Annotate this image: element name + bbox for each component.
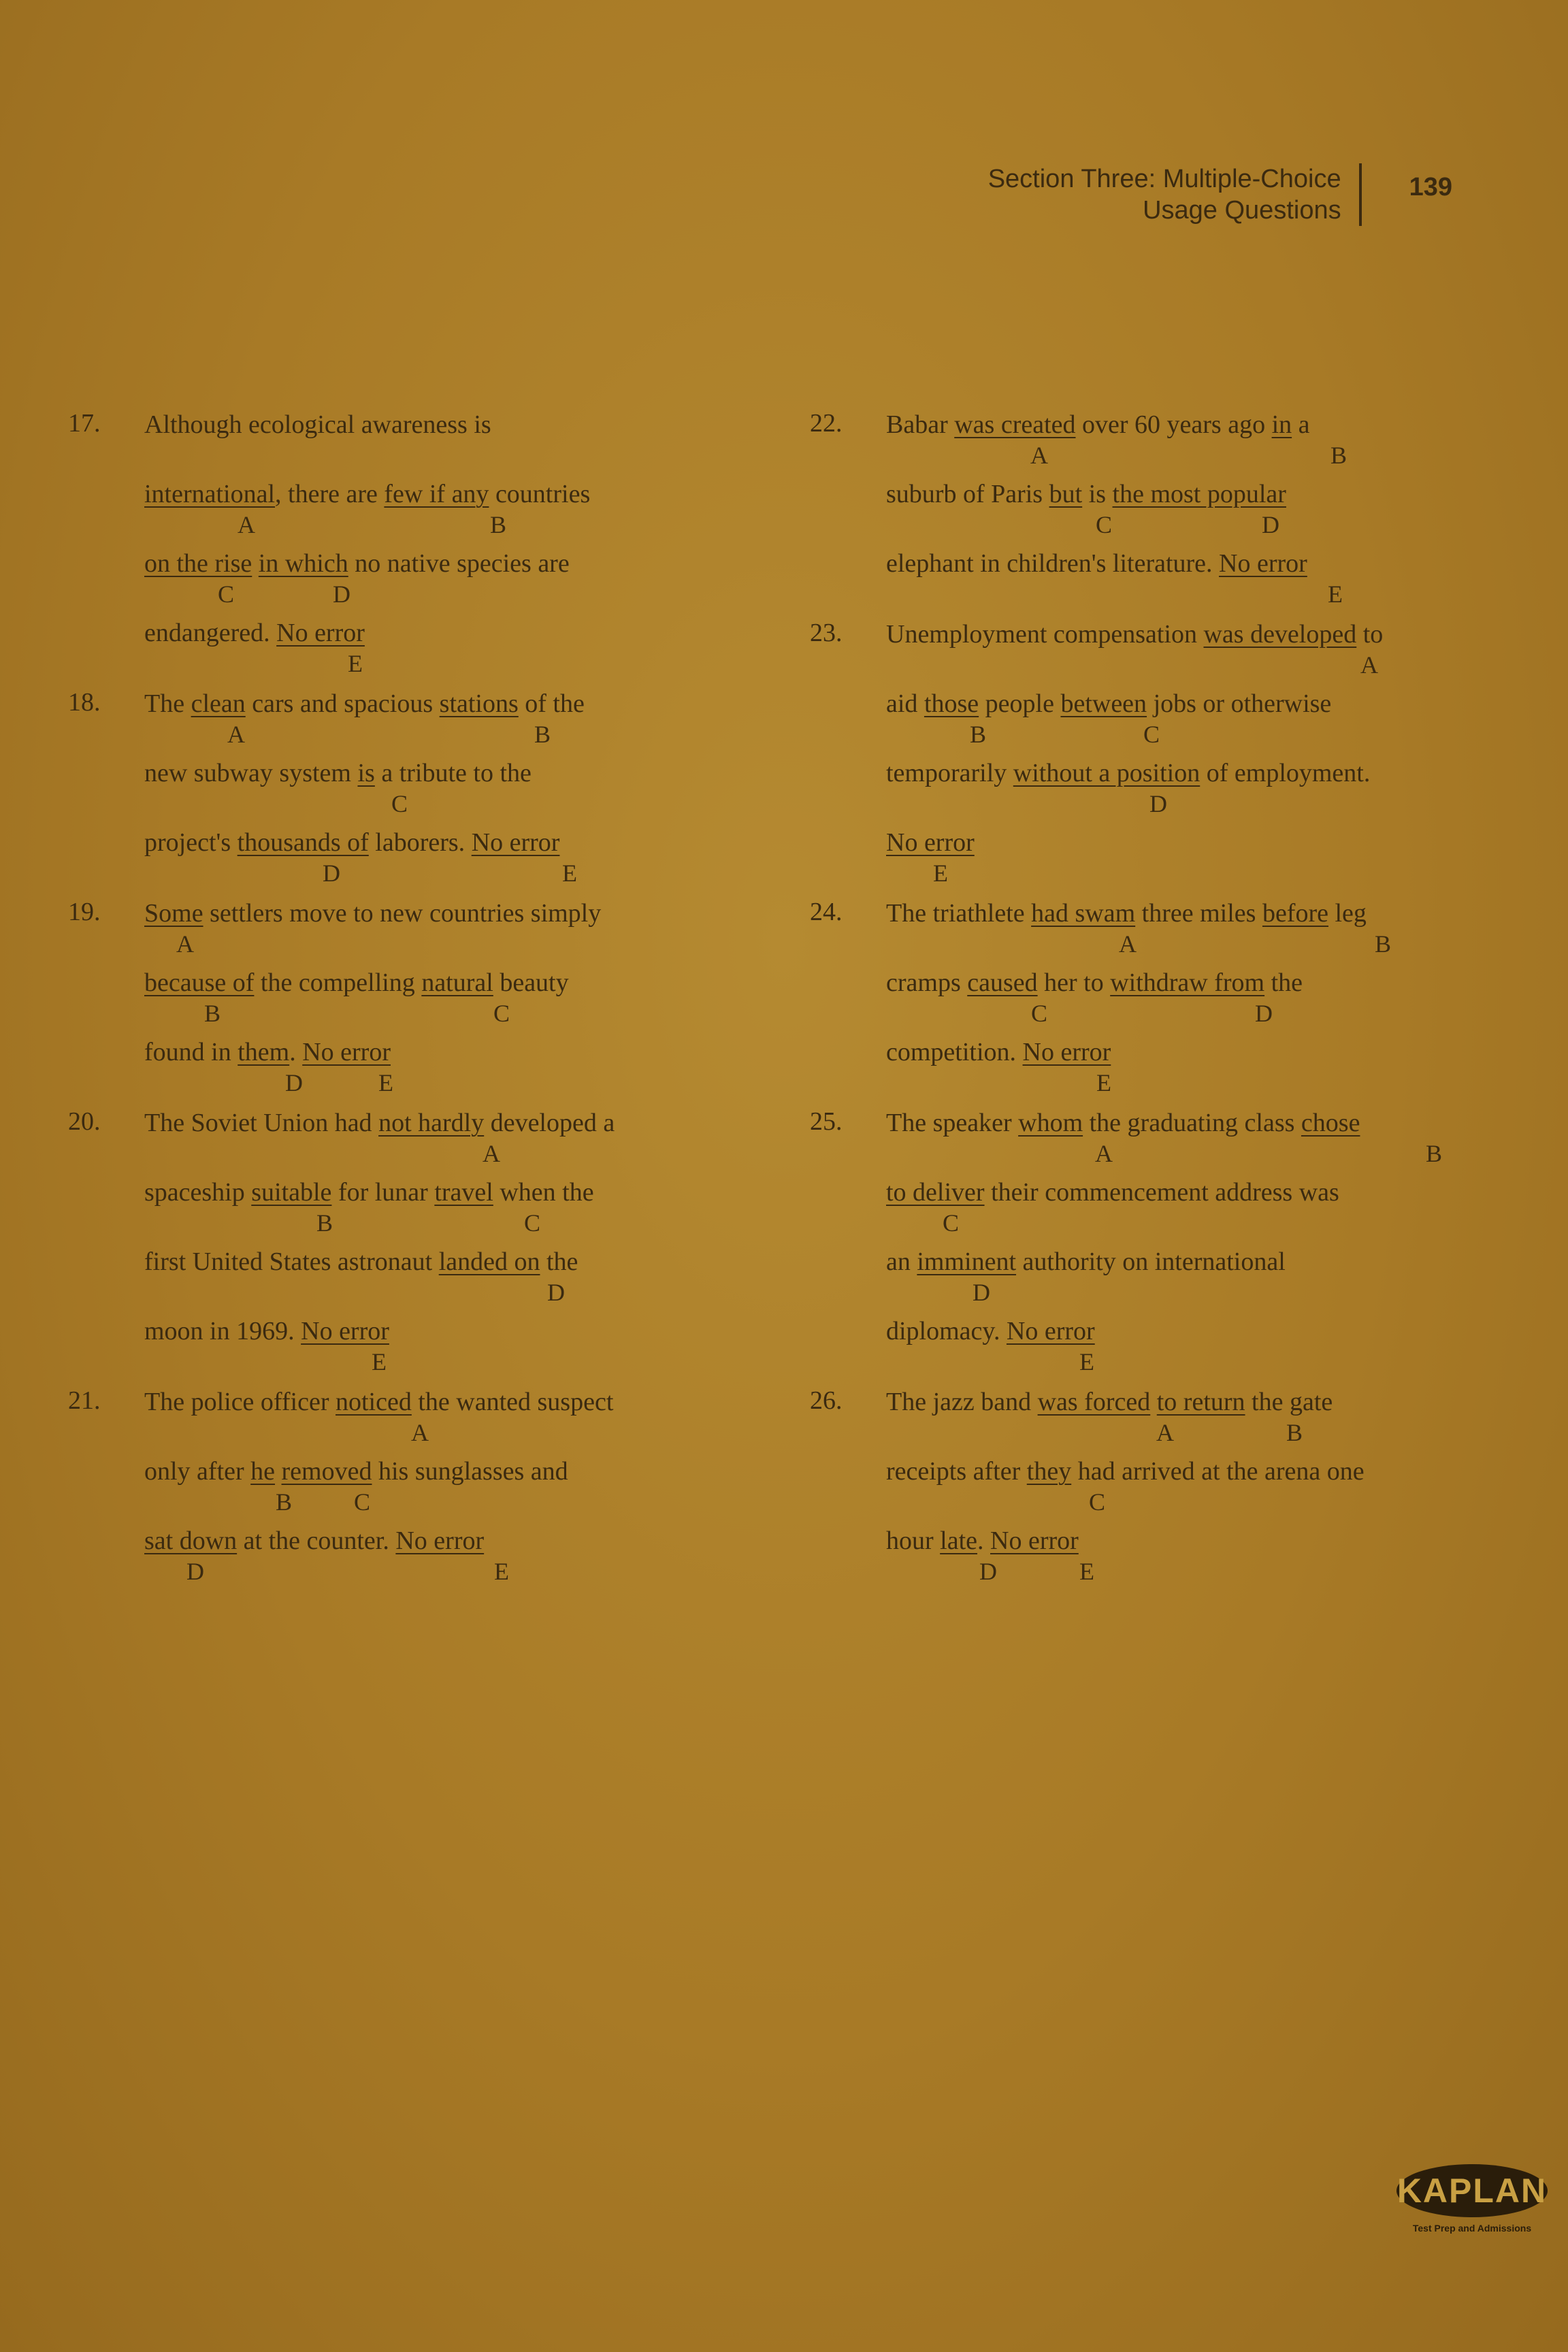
text-segment: moon in 1969. xyxy=(144,1317,301,1345)
sentence-text xyxy=(886,1455,1497,1488)
question-line xyxy=(144,1386,755,1455)
choice-letter: E xyxy=(1328,581,1343,608)
underlined-choice: to deliver xyxy=(886,1178,985,1207)
question-item xyxy=(810,408,1497,608)
choice-letter: A xyxy=(1360,651,1378,679)
choice-letter: E xyxy=(1096,1069,1111,1096)
question-item xyxy=(810,618,1497,887)
underlined-choice: whom xyxy=(1018,1109,1083,1137)
text-segment: . xyxy=(289,1038,303,1066)
text-segment: beauty xyxy=(493,968,569,997)
sentence-text xyxy=(144,617,755,649)
choice-letter: D xyxy=(285,1069,303,1096)
choice-letter: E xyxy=(562,860,577,887)
underlined-choice: but xyxy=(1049,480,1083,508)
question-line xyxy=(886,1386,1497,1455)
underlined-choice: Some xyxy=(144,899,203,928)
text-segment: diplomacy. xyxy=(886,1317,1007,1345)
sentence-text xyxy=(144,687,755,720)
underlined-choice: No error xyxy=(1219,549,1307,578)
question-item xyxy=(68,408,755,677)
text-segment: The speaker xyxy=(886,1109,1019,1137)
sentence-text xyxy=(886,687,1497,720)
question-line xyxy=(144,1455,755,1524)
choice-letter: D xyxy=(323,860,340,887)
underlined-choice: imminent xyxy=(917,1247,1017,1276)
choice-letter: C xyxy=(942,1209,959,1237)
text-segment: spaceship xyxy=(144,1178,252,1207)
sentence-text xyxy=(886,826,1497,859)
sentence-text xyxy=(144,1524,755,1557)
text-segment: suburb of Paris xyxy=(886,480,1049,508)
underlined-choice: stations xyxy=(439,689,519,718)
text-segment: her to xyxy=(1037,968,1111,997)
underlined-choice: No error xyxy=(276,619,365,647)
question-line xyxy=(886,478,1497,547)
underlined-choice: travel xyxy=(434,1178,493,1207)
question-line xyxy=(886,966,1497,1036)
section-title xyxy=(988,163,1362,226)
underlined-choice: the most popular xyxy=(1112,480,1286,508)
sentence-text xyxy=(144,1107,755,1139)
sentence-text xyxy=(886,547,1497,580)
text-segment: receipts after xyxy=(886,1457,1027,1486)
question-line xyxy=(886,1315,1497,1375)
underlined-choice: had swam xyxy=(1031,899,1136,928)
question-number: 21. xyxy=(68,1386,101,1415)
sentence-text xyxy=(144,1176,755,1209)
text-segment: The xyxy=(144,689,191,718)
underlined-choice: No error xyxy=(471,828,560,857)
page-number: 139 xyxy=(1409,173,1452,201)
text-segment: settlers move to new countries simply xyxy=(203,899,602,928)
question-item xyxy=(810,1107,1497,1375)
choice-letter: E xyxy=(372,1348,387,1375)
underlined-choice: was created xyxy=(954,410,1076,439)
text-segment: the xyxy=(1264,968,1303,997)
choice-letter: C xyxy=(493,1000,510,1027)
sentence-text xyxy=(144,1245,755,1278)
text-segment: first United States astronaut xyxy=(144,1247,439,1276)
sentence-text xyxy=(144,897,755,930)
underlined-choice: international xyxy=(144,480,276,508)
question-number: 23. xyxy=(810,619,843,647)
underlined-choice: few if any xyxy=(384,480,489,508)
sentence-text xyxy=(144,408,755,441)
text-segment: for lunar xyxy=(331,1178,435,1207)
sentence-text xyxy=(886,897,1497,930)
choice-letter: A xyxy=(1119,930,1137,958)
text-segment: to xyxy=(1356,620,1384,649)
question-line xyxy=(886,757,1497,826)
text-segment: endangered. xyxy=(144,619,277,647)
question-line xyxy=(144,1176,755,1245)
kaplan-logo xyxy=(1396,2164,1548,2234)
choice-letter: C xyxy=(1143,721,1160,748)
text-segment: laborers. xyxy=(368,828,472,857)
text-segment: The Soviet Union had xyxy=(144,1109,379,1137)
underlined-choice: before xyxy=(1262,899,1328,928)
question-line xyxy=(886,687,1497,757)
underlined-choice: was forced xyxy=(1037,1388,1151,1416)
choice-letter: C xyxy=(391,790,408,817)
text-segment: authority on international xyxy=(1016,1247,1286,1276)
sentence-text xyxy=(886,1245,1497,1278)
choice-letter: B xyxy=(489,511,506,538)
text-segment: The triathlete xyxy=(886,899,1032,928)
choice-letter: E xyxy=(348,650,363,677)
question-line xyxy=(144,408,755,478)
question-number: 22. xyxy=(810,409,843,438)
text-segment: competition. xyxy=(886,1038,1023,1066)
sentence-text xyxy=(144,1315,755,1348)
sentence-text xyxy=(144,826,755,859)
choice-letter: A xyxy=(1030,442,1048,469)
sentence-text xyxy=(886,1524,1497,1557)
text-segment: countries xyxy=(489,480,591,508)
text-segment: only after xyxy=(144,1457,251,1486)
question-line xyxy=(144,547,755,617)
question-line xyxy=(144,897,755,966)
text-segment: at the counter. xyxy=(237,1526,396,1555)
underlined-choice: on the rise xyxy=(144,549,252,578)
choice-letter: E xyxy=(378,1069,393,1096)
question-line xyxy=(144,687,755,757)
text-segment: , there are xyxy=(275,480,385,508)
choice-letter: A xyxy=(176,930,194,958)
choice-letter: B xyxy=(1374,930,1391,958)
text-segment: found in xyxy=(144,1038,238,1066)
choice-letter: D xyxy=(1255,1000,1273,1027)
text-segment: Unemployment compensation xyxy=(886,620,1204,649)
section-title-line2: Usage Questions xyxy=(1143,196,1341,225)
underlined-choice: No error xyxy=(1006,1317,1095,1345)
choice-letter: B xyxy=(1425,1140,1442,1167)
question-number: 25. xyxy=(810,1107,843,1136)
question-line xyxy=(144,1524,755,1585)
underlined-choice: without a position xyxy=(1013,759,1200,787)
sentence-text xyxy=(144,1455,755,1488)
sentence-text xyxy=(886,1176,1497,1209)
underlined-choice: No error xyxy=(302,1038,391,1066)
choice-letter: B xyxy=(534,721,551,748)
choice-letter: A xyxy=(238,511,255,538)
choice-letter: E xyxy=(1079,1558,1094,1585)
choice-letter: B xyxy=(316,1209,333,1237)
text-segment: people xyxy=(979,689,1061,718)
question-item xyxy=(68,1107,755,1375)
underlined-choice: noticed xyxy=(336,1388,412,1416)
underlined-choice: No error xyxy=(395,1526,485,1555)
text-segment: the compelling xyxy=(254,968,422,997)
logo-badge: KAPLAN xyxy=(1396,2164,1548,2217)
text-segment xyxy=(252,549,259,578)
underlined-choice: chose xyxy=(1301,1109,1360,1137)
text-segment: his sunglasses and xyxy=(372,1457,568,1486)
question-number: 26. xyxy=(810,1386,843,1415)
underlined-choice: those xyxy=(924,689,979,718)
choice-letter: D xyxy=(1149,790,1167,817)
text-segment: . xyxy=(977,1526,991,1555)
choice-letter: D xyxy=(547,1279,565,1306)
underlined-choice: in which xyxy=(258,549,348,578)
choice-letter: A xyxy=(483,1140,500,1167)
sentence-text xyxy=(886,408,1497,441)
choice-letter: D xyxy=(186,1558,204,1585)
section-title-line1: Section Three: Multiple-Choice xyxy=(987,165,1341,193)
left-question-column xyxy=(68,408,755,1595)
underlined-choice: late xyxy=(940,1526,978,1555)
question-item xyxy=(68,897,755,1096)
underlined-choice: thousands of xyxy=(237,828,369,857)
choice-letter: C xyxy=(523,1209,540,1237)
underlined-choice: them xyxy=(238,1038,290,1066)
text-segment: a xyxy=(1292,410,1310,439)
choice-letter: D xyxy=(1262,511,1279,538)
text-segment xyxy=(1150,1388,1157,1416)
text-segment: aid xyxy=(886,689,924,718)
question-line xyxy=(886,1245,1497,1315)
question-item xyxy=(68,1386,755,1585)
question-line xyxy=(886,1455,1497,1524)
sentence-text xyxy=(144,1036,755,1068)
choice-letter: D xyxy=(333,581,350,608)
choice-letter: E xyxy=(494,1558,509,1585)
question-line xyxy=(144,1245,755,1315)
text-segment: temporarily xyxy=(886,759,1013,787)
question-line xyxy=(886,897,1497,966)
text-segment: developed a xyxy=(484,1109,615,1137)
choice-letter: C xyxy=(353,1488,370,1516)
text-segment: the graduating class xyxy=(1083,1109,1301,1137)
sentence-text xyxy=(886,1036,1497,1068)
sentence-text xyxy=(886,1107,1497,1139)
underlined-choice: sat down xyxy=(144,1526,238,1555)
text-segment: new subway system xyxy=(144,759,358,787)
right-question-column xyxy=(810,408,1497,1595)
sentence-text xyxy=(886,966,1497,999)
underlined-choice: was developed xyxy=(1203,620,1357,649)
underlined-choice: withdraw from xyxy=(1110,968,1265,997)
question-number: 18. xyxy=(68,688,101,717)
choice-letter: D xyxy=(979,1558,997,1585)
underlined-choice: removed xyxy=(281,1457,372,1486)
sentence-text xyxy=(144,478,755,510)
choice-letter: E xyxy=(933,860,948,887)
choice-letter: B xyxy=(1330,442,1347,469)
text-segment: project's xyxy=(144,828,238,857)
underlined-choice: he xyxy=(250,1457,276,1486)
underlined-choice: not hardly xyxy=(378,1109,485,1137)
question-line xyxy=(886,1107,1497,1176)
question-line xyxy=(144,478,755,547)
underlined-choice: No error xyxy=(990,1526,1079,1555)
question-item xyxy=(810,897,1497,1096)
question-item xyxy=(810,1386,1497,1585)
text-segment: no native species are xyxy=(348,549,570,578)
question-line xyxy=(886,1036,1497,1096)
choice-letter: C xyxy=(1095,511,1112,538)
question-line xyxy=(886,408,1497,478)
sentence-text xyxy=(886,478,1497,510)
text-segment: leg xyxy=(1328,899,1367,928)
text-segment: when the xyxy=(493,1178,594,1207)
text-segment: The police officer xyxy=(144,1388,336,1416)
sentence-text xyxy=(144,547,755,580)
underlined-choice: between xyxy=(1060,689,1147,718)
underlined-choice: is xyxy=(357,759,375,787)
underlined-choice: to return xyxy=(1156,1388,1245,1416)
sentence-text xyxy=(886,618,1497,651)
text-segment: of the xyxy=(518,689,585,718)
text-segment: Although ecological awareness is xyxy=(144,410,491,439)
question-line xyxy=(144,617,755,677)
sentence-text xyxy=(144,1386,755,1418)
choice-letter: A xyxy=(411,1419,429,1446)
sentence-text xyxy=(144,757,755,789)
text-segment: of employment. xyxy=(1200,759,1371,787)
choice-letter: C xyxy=(1030,1000,1047,1027)
sentence-text xyxy=(886,1386,1497,1418)
choice-letter: A xyxy=(1156,1419,1174,1446)
underlined-choice: natural xyxy=(421,968,493,997)
underlined-choice: No error xyxy=(1022,1038,1111,1066)
text-segment: three miles xyxy=(1135,899,1262,928)
choice-letter: B xyxy=(275,1488,292,1516)
underlined-choice: clean xyxy=(191,689,246,718)
choice-letter: B xyxy=(1286,1419,1303,1446)
choice-letter: E xyxy=(1079,1348,1094,1375)
question-number: 17. xyxy=(68,409,101,438)
text-segment: Babar xyxy=(886,410,955,439)
choice-letter: A xyxy=(1095,1140,1113,1167)
question-number: 19. xyxy=(68,898,101,926)
question-number: 24. xyxy=(810,898,843,926)
text-segment: cars and spacious xyxy=(245,689,440,718)
choice-letter: A xyxy=(227,721,245,748)
text-segment: cramps xyxy=(886,968,968,997)
question-line xyxy=(144,826,755,887)
underlined-choice: because of xyxy=(144,968,255,997)
question-line xyxy=(886,547,1497,608)
choice-letter: C xyxy=(217,581,234,608)
sentence-text xyxy=(886,1315,1497,1348)
underlined-choice: they xyxy=(1026,1457,1072,1486)
text-segment: is xyxy=(1082,480,1113,508)
text-segment: the xyxy=(540,1247,578,1276)
text-segment: the gate xyxy=(1245,1388,1333,1416)
underlined-choice: suitable xyxy=(251,1178,332,1207)
text-segment: an xyxy=(886,1247,917,1276)
choice-letter: B xyxy=(203,1000,220,1027)
question-line xyxy=(144,1036,755,1096)
text-segment: a tribute to the xyxy=(374,759,532,787)
text-segment: over 60 years ago xyxy=(1075,410,1272,439)
choice-letter: C xyxy=(1088,1488,1105,1516)
text-segment: elephant in children's literature. xyxy=(886,549,1220,578)
question-number: 20. xyxy=(68,1107,101,1136)
text-segment: hour xyxy=(886,1526,941,1555)
text-segment: had arrived at the arena one xyxy=(1071,1457,1365,1486)
question-line xyxy=(144,1107,755,1176)
page-header xyxy=(988,163,1452,226)
sentence-text xyxy=(886,757,1497,789)
text-segment: their commencement address was xyxy=(984,1178,1339,1207)
sentence-text xyxy=(144,966,755,999)
question-line xyxy=(144,757,755,826)
logo-tagline: Test Prep and Admissions xyxy=(1412,2223,1532,2234)
question-line xyxy=(886,1176,1497,1245)
question-line xyxy=(886,618,1497,687)
question-line xyxy=(886,1524,1497,1585)
underlined-choice: No error xyxy=(301,1317,389,1345)
question-item xyxy=(68,687,755,887)
underlined-choice: landed on xyxy=(438,1247,540,1276)
choice-letter: B xyxy=(969,721,986,748)
underlined-choice: caused xyxy=(967,968,1038,997)
text-segment xyxy=(275,1457,282,1486)
question-line xyxy=(886,826,1497,887)
choice-letter: D xyxy=(973,1279,990,1306)
text-segment: jobs or otherwise xyxy=(1147,689,1332,718)
underlined-choice: in xyxy=(1271,410,1292,439)
question-line xyxy=(144,1315,755,1375)
text-segment: The jazz band xyxy=(886,1388,1038,1416)
underlined-choice: No error xyxy=(886,828,975,857)
text-segment: the wanted suspect xyxy=(411,1388,614,1416)
question-line xyxy=(144,966,755,1036)
